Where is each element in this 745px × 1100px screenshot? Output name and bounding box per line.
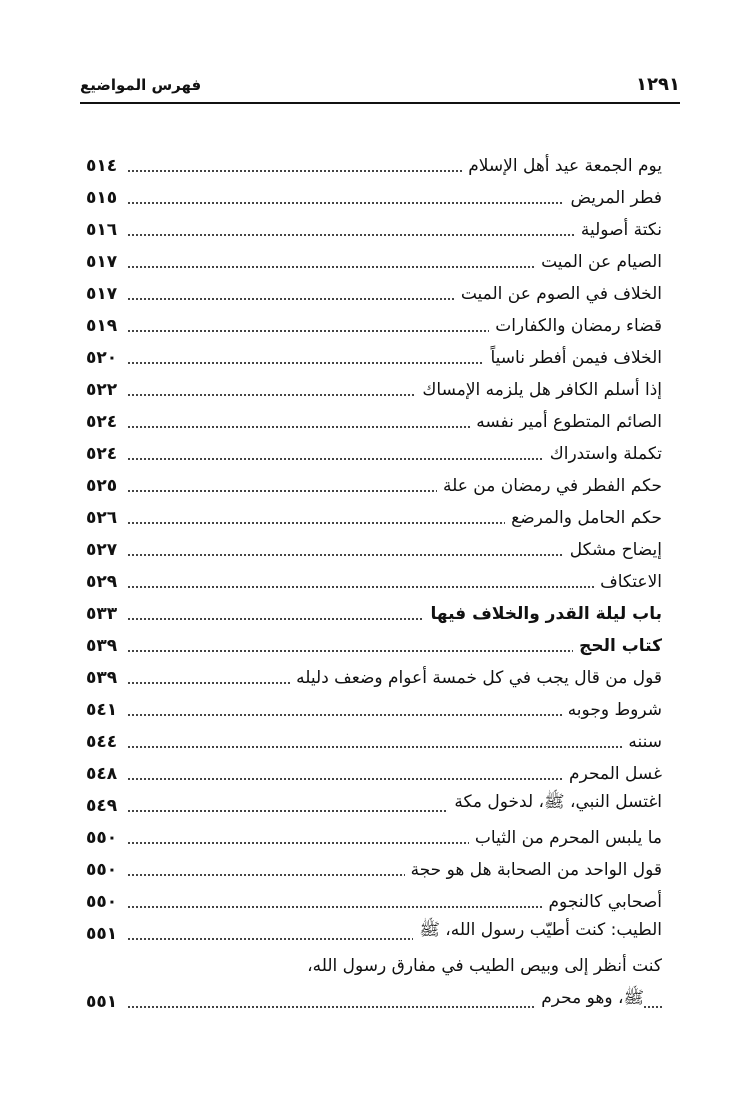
- toc-entry: [86, 882, 662, 914]
- toc-entry-title: الطيب: كنت أطيّب رسول الله، ﷺ: [413, 919, 662, 944]
- toc-entry: [86, 402, 662, 434]
- toc-entry-page: ٥٢٤: [86, 412, 118, 432]
- toc-entry: [86, 818, 662, 850]
- toc-entry-title: إذا أسلم الكافر هل يلزمه الإمساك: [416, 380, 662, 400]
- toc-entry-title: باب ليلة القدر والخلاف فيها: [424, 604, 662, 624]
- toc-entry-title: قضاء رمضان والكفارات: [489, 316, 662, 336]
- toc-entry: [86, 370, 662, 402]
- toc-entry: [86, 562, 662, 594]
- toc-entry-title: نكتة أصولية: [575, 220, 662, 240]
- toc-entry: [86, 466, 662, 498]
- toc-entry-page: ٥١٦: [86, 220, 118, 240]
- toc-entry-title: فطر المريض: [564, 188, 662, 208]
- toc-entry: [86, 498, 662, 530]
- toc-entry: [86, 530, 662, 562]
- toc-entry-title: شروط وجوبه: [562, 700, 662, 720]
- toc-entry-page: ٥٢٠: [86, 348, 118, 368]
- toc-entry-page: ٥٤١: [86, 700, 118, 720]
- toc-entry-page: ٥٢٧: [86, 540, 118, 560]
- toc-entry-page: ٥٥٠: [86, 828, 118, 848]
- toc-entry-title: ما يلبس المحرم من الثياب: [469, 828, 662, 848]
- toc-entry-page: ٥١٧: [86, 284, 118, 304]
- toc-entry-page: ٥١٧: [86, 252, 118, 272]
- toc-entry-page: ٥٤٨: [86, 764, 118, 784]
- toc-entry: [86, 914, 662, 946]
- toc-entry: [86, 786, 662, 818]
- toc-entry-title: ﷺ، وهو محرم: [535, 987, 644, 1012]
- toc-entry-page: ٥١٤: [86, 156, 118, 176]
- toc-entry-page: ٥٢٢: [86, 380, 118, 400]
- toc-entry-page: ٥٤٤: [86, 732, 118, 752]
- toc-entry: [86, 274, 662, 306]
- toc-entry: [86, 146, 662, 178]
- toc-entry-page: ٥٣٣: [86, 604, 118, 624]
- toc-entry-title: كنت أنظر إلى وبيص الطيب في مفارق رسول الله،: [301, 956, 662, 976]
- toc-entry-title: حكم الحامل والمرضع: [505, 508, 662, 528]
- running-title: فهرس المواضيع: [80, 76, 202, 94]
- toc-entry: [86, 658, 662, 690]
- toc-entry-page: ٥٣٩: [86, 668, 118, 688]
- toc-entry: [86, 210, 662, 242]
- toc-entry-title: تكملة واستدراك: [544, 444, 662, 464]
- toc-entry: [86, 754, 662, 786]
- toc-entry-page: ٥٥١: [86, 992, 118, 1012]
- toc-entry-title: قول الواحد من الصحابة هل هو حجة: [405, 860, 662, 880]
- toc-entry: [86, 850, 662, 882]
- toc-entry-page: ٥٢٥: [86, 476, 118, 496]
- dot-leader: [128, 586, 662, 588]
- dot-leader: [128, 746, 662, 748]
- toc-entry-heading: [86, 594, 662, 626]
- toc-entry-page: ٥١٥: [86, 188, 118, 208]
- toc-entry: [86, 242, 662, 274]
- toc-entry: [86, 306, 662, 338]
- toc-entry-title: يوم الجمعة عيد أهل الإسلام: [462, 156, 662, 176]
- toc-entry-heading: [86, 626, 662, 658]
- toc-entry-page: ٥٥٠: [86, 892, 118, 912]
- toc-entry-title: الخلاف فيمن أفطر ناسياً: [484, 348, 662, 368]
- toc-entry-title: إيضاح مشكل: [564, 540, 662, 560]
- toc-entry-title: اغتسل النبي، ﷺ، لدخول مكة: [448, 791, 662, 816]
- toc-entry-continued: [86, 946, 662, 978]
- toc-entry-title: حكم الفطر في رمضان من علة: [437, 476, 662, 496]
- toc-entry-title: كتاب الحج: [573, 636, 662, 656]
- toc-entry-page: ٥٢٤: [86, 444, 118, 464]
- toc-entry-page: ٥٣٩: [86, 636, 118, 656]
- toc-entry-page: ٥٥١: [86, 924, 118, 944]
- toc-entry-title: غسل المحرم: [563, 764, 662, 784]
- toc-entry-title: الصائم المتطوع أمير نفسه: [470, 412, 662, 432]
- toc-entry-page: ٥١٩: [86, 316, 118, 336]
- toc-entry-page: ٥٤٩: [86, 796, 118, 816]
- toc-entry-title: أصحابي كالنجوم: [543, 892, 662, 912]
- toc-entry: [86, 982, 662, 1014]
- toc-entry: [86, 722, 662, 754]
- toc-entry-page: ٥٢٦: [86, 508, 118, 528]
- toc-entry-title: الصيام عن الميت: [535, 252, 662, 272]
- toc-entry-title: الاعتكاف: [594, 572, 662, 592]
- toc-entry: [86, 178, 662, 210]
- toc-entry: [86, 690, 662, 722]
- page-number: ١٢٩١: [636, 74, 680, 95]
- toc-entry-title: قول من قال يجب في كل خمسة أعوام وضعف دليله: [290, 668, 662, 688]
- toc-entry-page: ٥٢٩: [86, 572, 118, 592]
- toc-entry: [86, 434, 662, 466]
- toc-entry-page: ٥٥٠: [86, 860, 118, 880]
- toc-entry-title: سننه: [622, 732, 662, 752]
- toc-entry: [86, 338, 662, 370]
- toc-entry-title: الخلاف في الصوم عن الميت: [455, 284, 662, 304]
